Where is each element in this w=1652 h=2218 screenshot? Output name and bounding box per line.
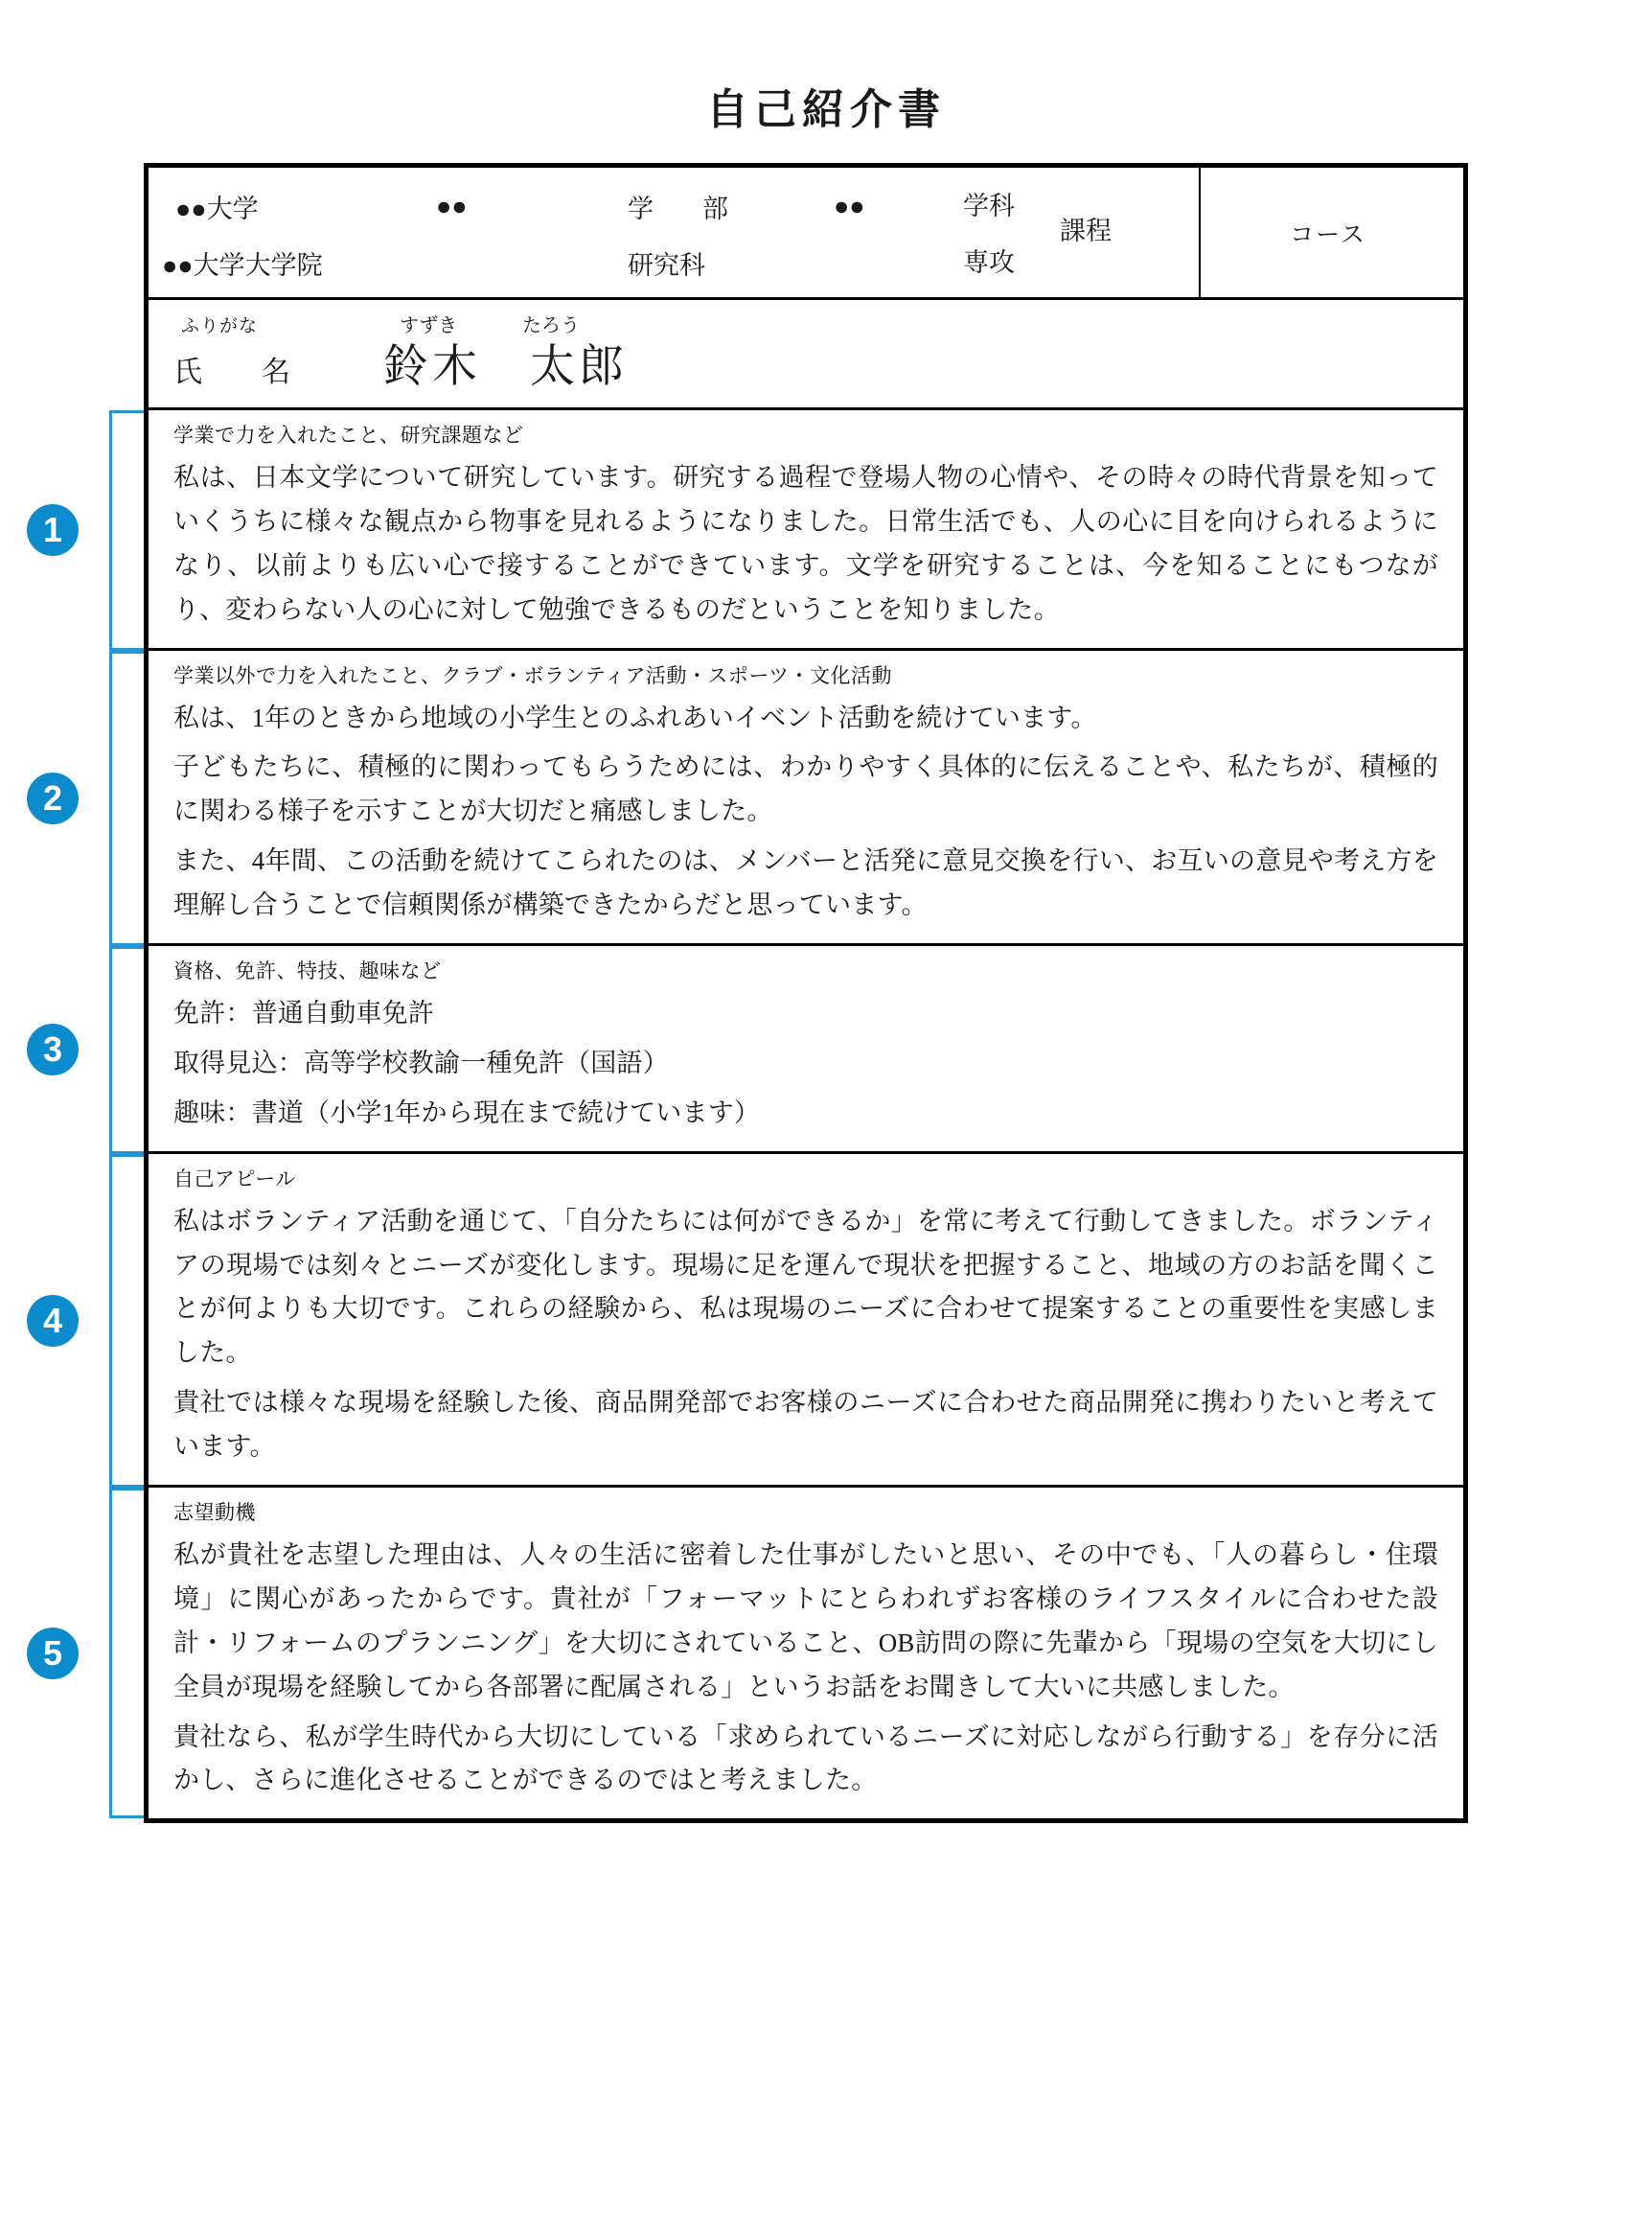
page-title: 自己紹介書 [706, 86, 946, 133]
marker-4 [0, 1154, 144, 1488]
school-grad-row [149, 239, 1199, 287]
university-field: ●●大学 [175, 194, 259, 223]
research-division-label: 研究科 [628, 250, 705, 280]
marker-badge: 3 [27, 1024, 79, 1075]
section-qualifications [149, 946, 1463, 1154]
course-label: コース [1290, 221, 1366, 248]
marker-badge: 2 [27, 773, 79, 824]
bracket-line [109, 410, 144, 651]
department-dots-field: ●● [834, 191, 865, 220]
section-body [173, 456, 1438, 633]
section-markers [0, 0, 144, 2218]
bracket-line [109, 651, 144, 946]
section-label: 学業以外で力を入れたこと、クラブ・ボランティア活動・スポーツ・文化活動 [173, 663, 892, 687]
program-label: 課程 [1060, 217, 1112, 245]
section-label: 志望動機 [173, 1501, 256, 1525]
paragraph: 私はボランティア活動を通じて、「自分たちには何ができるか」を常に考えて行動してきました。ボランティアの現場では刻々とニーズが変化します。現場に足を運んで現状を把握すること、地域の方のお話を聞くことが何よりも大切です。これらの経験から、私は現場のニーズに合わせて提案することの重要性を実感しました。 [173, 1206, 1438, 1368]
school-undergrad-row [149, 177, 1199, 235]
section-label: 学業で力を入れたこと、研究課題など [173, 424, 524, 447]
marker-badge: 5 [27, 1628, 79, 1679]
marker-2 [0, 651, 144, 946]
faculty-dots-field: ●● [436, 191, 468, 220]
bracket-line [109, 946, 144, 1154]
bracket-line [109, 1488, 144, 1818]
resume-form [144, 163, 1468, 1823]
bracket-line [109, 1154, 144, 1488]
marker-1 [0, 410, 144, 651]
section-body [173, 992, 1438, 1136]
graduate-school-field: ●●大学大学院 [162, 250, 323, 280]
section-body [173, 1534, 1438, 1803]
marker-3 [0, 946, 144, 1154]
section-body [173, 1200, 1438, 1469]
course-cell [1193, 168, 1463, 297]
major-label: 専攻 [963, 247, 1015, 277]
paragraph: 趣味：書道（小学1年から現在まで続けています） [173, 1097, 761, 1127]
paragraph: 貴社なら、私が学生時代から大切にしている「求められているニーズに対応しながら行動する」を存分に活かし、さらに進化させることができるのではと考えました。 [173, 1721, 1438, 1795]
section-body [173, 697, 1438, 928]
furigana-firstname: たろう [522, 315, 580, 336]
marker-badge: 1 [27, 504, 79, 556]
faculty-label: 学 部 [628, 194, 740, 223]
paragraph: 子どもたちに、積極的に関わってもらうためには、わかりやすく具体的に伝えることや、私たちが、積極的に関わる様子を示すことが大切だと痛感しました。 [173, 752, 1438, 826]
paragraph: 私が貴社を志望した理由は、人々の生活に密着した仕事がしたいと思い、その中でも、「人の暮らし・住環境」に関心があったからです。貴社が「フォーマットにとらわれずお客様のライフスタイルに合わせた設計・リフォームのプランニング」を大切にされていること、OB訪問の際に先輩から「現場の空気を大切にし全員が現場を経験してから各部署に配属される」というお話をお聞きして大いに共感しました。 [173, 1540, 1438, 1701]
marker-5 [0, 1488, 144, 1818]
paragraph: 貴社では様々な現場を経験した後、商品開発部でお客様のニーズに合わせた商品開発に携わりたいと考えています。 [173, 1388, 1438, 1462]
name-label: 氏 名 [173, 357, 306, 388]
department-label: 学科 [963, 191, 1015, 220]
paragraph: 私は、日本文学について研究しています。研究する過程で登場人物の心情や、その時々の時代背景を知っていくうちに様々な観点から物事を見れるようになりました。日常生活でも、人の心に目を向けられるようになり、以前よりも広い心で接することができています。文学を研究することは、今を知ることにもつながり、変わらない人の心に対して勉強できるものだということを知りました。 [173, 463, 1438, 624]
section-self-appeal [149, 1154, 1463, 1488]
name-block [149, 300, 1463, 410]
section-academics [149, 410, 1463, 651]
school-fields-area [149, 168, 1201, 297]
paragraph: また、4年間、この活動を続けてこられたのは、メンバーと活発に意見交換を行い、お互いの意見や考え方を理解し合うことで信頼関係が構築できたからだと思っています。 [173, 846, 1438, 920]
furigana-label: ふりがな [181, 316, 259, 336]
paragraph: 取得見込：高等学校教諭一種免許（国語） [173, 1048, 669, 1077]
section-motivation [149, 1488, 1463, 1818]
applicant-name: 鈴木 太郎 [383, 342, 628, 392]
paragraph: 免許：普通自動車免許 [173, 999, 434, 1028]
furigana-lastname: すずき [400, 315, 458, 336]
school-header-block [149, 168, 1463, 300]
section-label: 自己アピール [173, 1167, 296, 1190]
marker-badge: 4 [27, 1295, 79, 1347]
paragraph: 私は、1年のときから地域の小学生とのふれあいイベント活動を続けています。 [173, 703, 1097, 732]
section-extracurricular [149, 651, 1463, 946]
section-label: 資格、免許、特技、趣味など [173, 959, 442, 983]
